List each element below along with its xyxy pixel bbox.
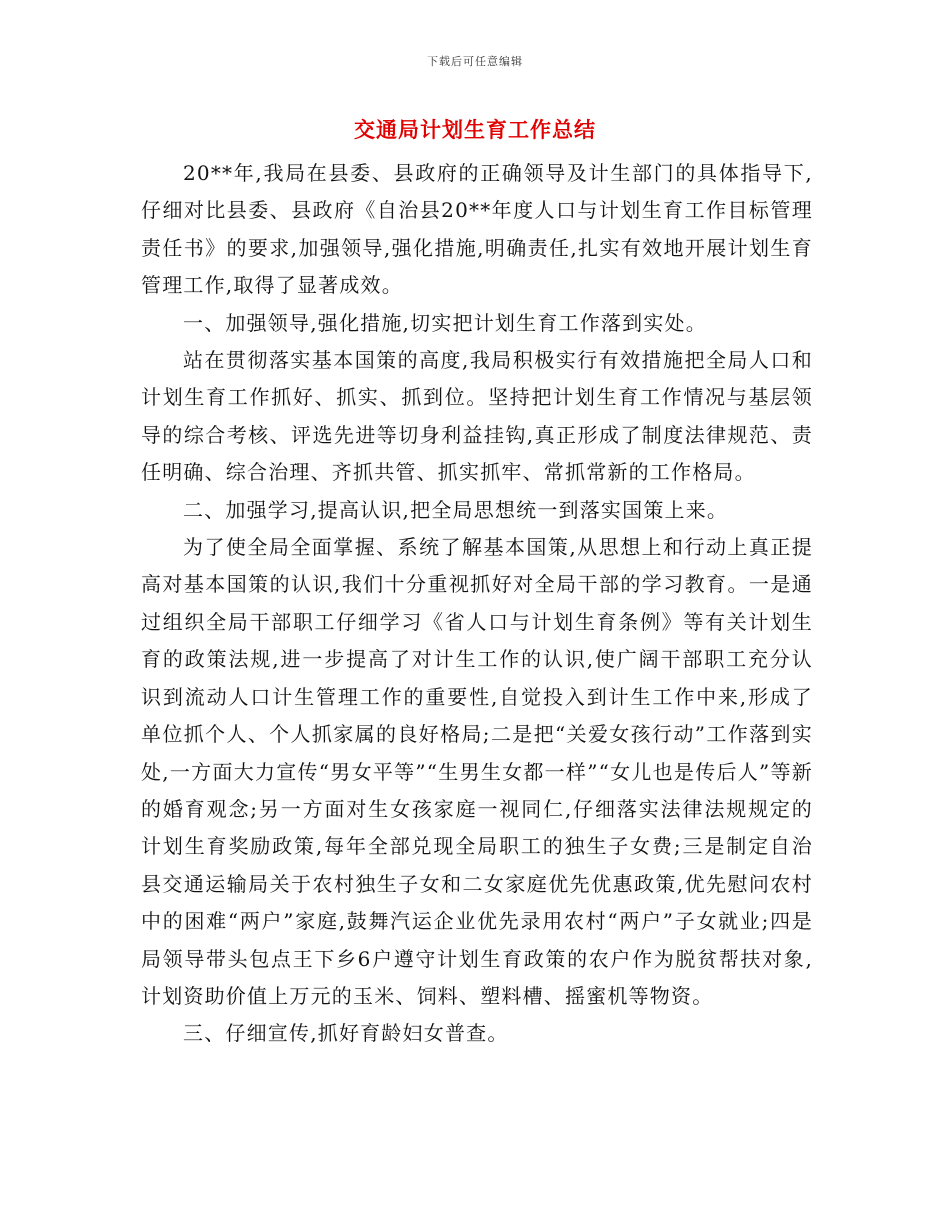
section-1-paragraph: 站在贯彻落实基本国策的高度,我局积极实行有效措施把全局人口和计划生育工作抓好、抓实、抓到位。坚持把计划生育工作情况与基层领导的综合考核、评选先进等切身利益挂钩,真正形成了制度法律规范、责任明确、综合治理、齐抓共管、抓实抓牢、常抓常新的工作格局。 xyxy=(141,348,813,485)
section-heading-1: 一、加强领导,强化措施,切实把计划生育工作落到实处。 xyxy=(183,310,707,335)
section-2-paragraph: 为了使全局全面掌握、系统了解基本国策,从思想上和行动上真正提高对基本国策的认识,我们十分重视抓好对全局干部的学习教育。一是通过组织全局干部职工仔细学习《省人口与计划生育条例》等有关计划生育的政策法规,进一步提高了对计生工作的认识,使广阔干部职工充分认识到流动人口计生管理工作的重要性,自觉投入到计生工作中来,形成了单位抓个人、个人抓家属的良好格局;二是把“关爱女孩行动”工作落到实处,一方面大力宣传“男女平等”“生男生女都一样”“女儿也是传后人”等新的婚育观念;另一方面对生女孩家庭一视同仁,仔细落实法律法规规定的计划生育奖励政策,每年全部兑现全局职工的独生子女费;三是制定自治县交通运输局关于农村独生子女和二女家庭优先优惠政策,优先慰问农村中的困难“两户”家庭,鼓舞汽运企业优先录用农村“两户”子女就业;四是局领导带头包点王下乡6户遵守计划生育政策的农户作为脱贫帮扶对象,计划资助价值上万元的玉米、饲料、塑料槽、摇蜜机等物资。 xyxy=(141,535,813,1008)
section-heading-3: 三、仔细宣传,抓好育龄妇女普查。 xyxy=(183,1021,509,1046)
section-heading-2: 二、加强学习,提高认识,把全局思想统一到落实国策上来。 xyxy=(183,497,729,522)
header-note: 下载后可任意编辑 xyxy=(427,55,523,68)
intro-paragraph: 20**年,我局在县委、县政府的正确领导及计生部门的具体指导下,仔细对比县委、县政府《自治县20**年度人口与计划生育工作目标管理责任书》的要求,加强领导,强化措施,明确责任,扎实有效地开展计划生育管理工作,取得了显著成效。 xyxy=(141,161,813,298)
document-title: 交通局计划生育工作总结 xyxy=(354,117,596,142)
document-body xyxy=(141,155,813,1053)
